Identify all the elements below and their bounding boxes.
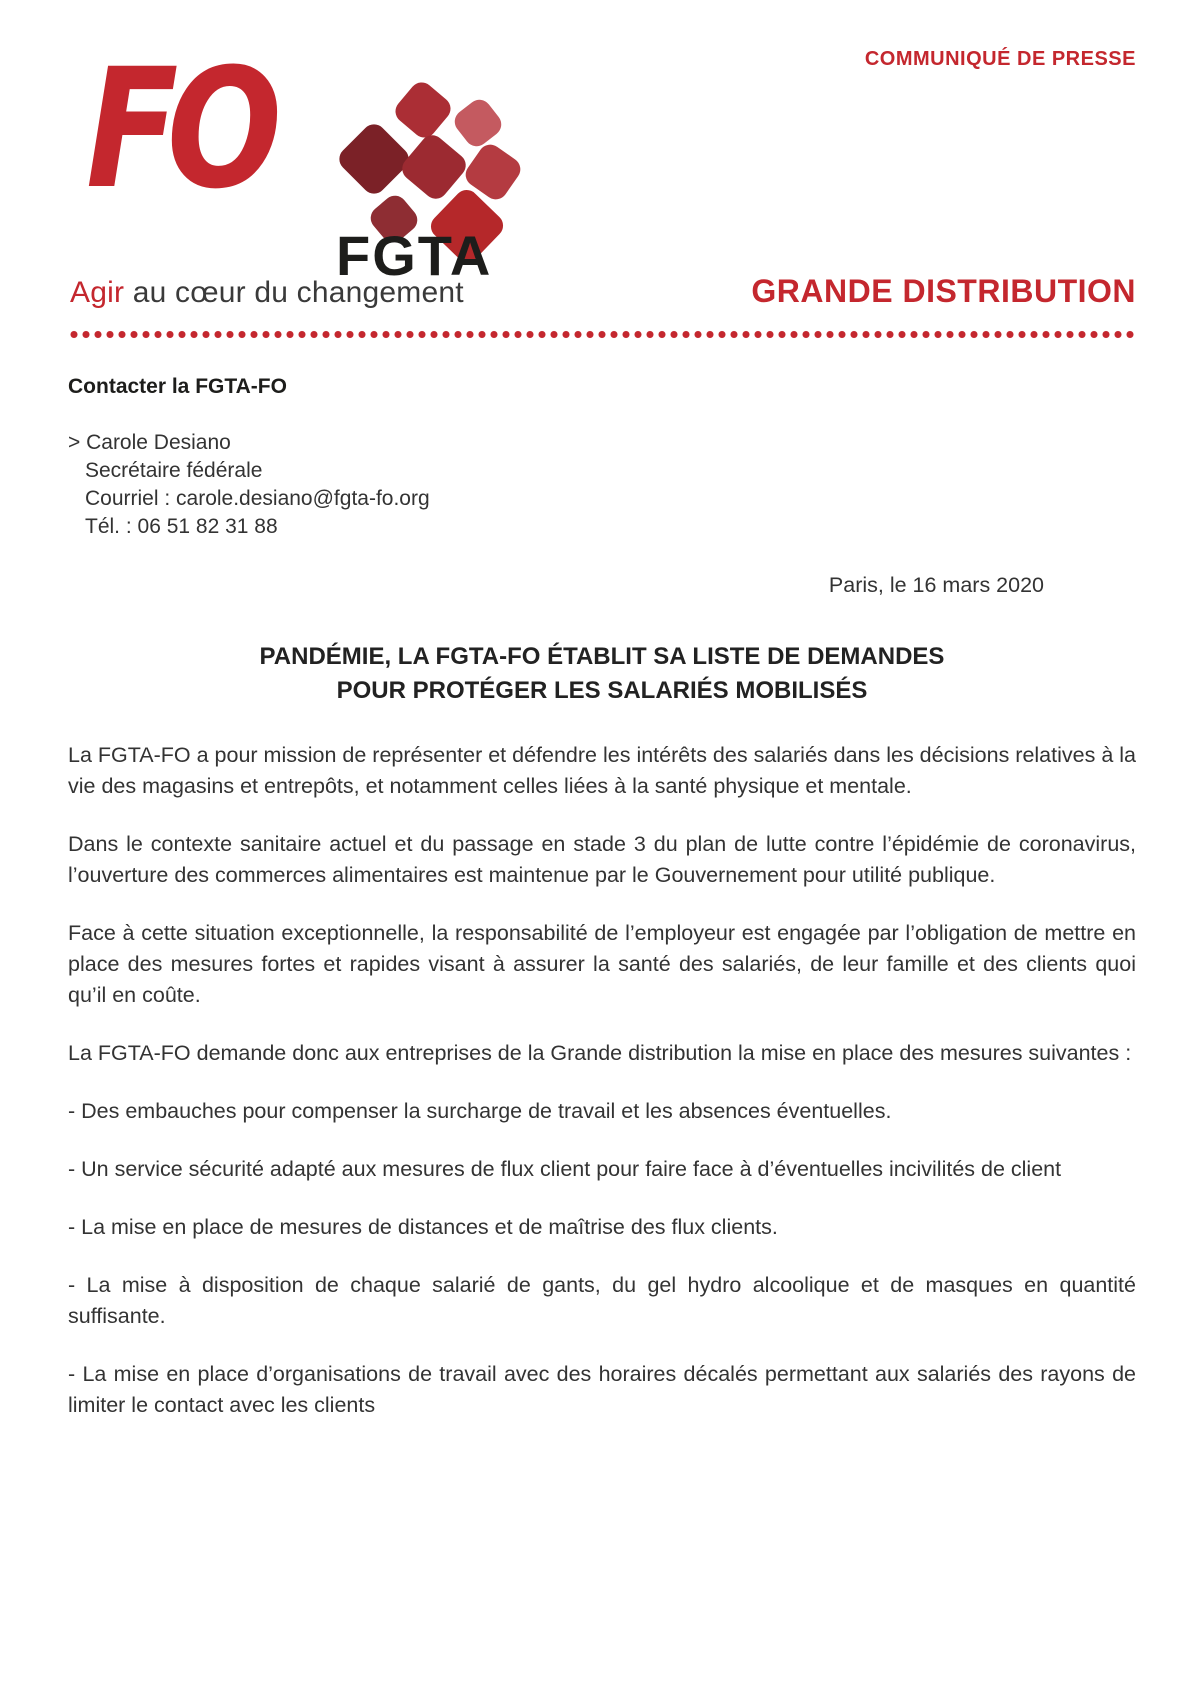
document-title (68, 640, 1136, 708)
list-item-paragraph: - La mise en place de mesures de distances et de maîtrise des flux clients. (68, 1215, 778, 1239)
list-item-paragraph: - Des embauches pour compenser la surcharge de travail et les absences éventuelles. (68, 1099, 892, 1123)
fgta-logotype: FGTA (336, 224, 493, 287)
contact-name: > Carole Desiano (68, 431, 231, 454)
list-item-paragraph: - La mise en place d’organisations de travail avec des horaires décalés permettant aux salariés des rayons de limiter le contact avec les clients (68, 1362, 1136, 1417)
tagline-accent: Agir (70, 276, 125, 309)
paragraph: Dans le contexte sanitaire actuel et du passage en stade 3 du plan de lutte contre l’épidémie de coronavirus, l’ouverture des commerces alimentaires est maintenue par le Gouvernement pour utilité publique. (68, 832, 1136, 887)
contact-heading: Contacter la FGTA-FO (68, 375, 287, 398)
document-title-line1: PANDÉMIE, LA FGTA-FO ÉTABLIT SA LISTE DE DEMANDES (259, 643, 945, 670)
document-title-line2: POUR PROTÉGER LES SALARIÉS MOBILISÉS (336, 677, 868, 704)
paragraph: La FGTA-FO a pour mission de représenter et défendre les intérêts des salariés dans les décisions relatives à la vie des magasins et entrepôts, et notamment celles liées à la santé physique et mentale. (68, 743, 1136, 798)
list-item-paragraph: - La mise à disposition de chaque salarié de gants, du gel hydro alcoolique et de masques en quantité suffisante. (68, 1273, 1136, 1328)
document-body (68, 740, 1136, 1421)
paragraph: La FGTA-FO demande donc aux entreprises de la Grande distribution la mise en place des mesures suivantes : (68, 1041, 1132, 1065)
kicker: COMMUNIQUÉ DE PRESSE (864, 48, 1136, 70)
contact-email: Courriel : carole.desiano@fgta-fo.org (85, 487, 430, 510)
contact-phone: Tél. : 06 51 82 31 88 (85, 515, 278, 538)
contact-block (68, 429, 1136, 541)
contact-role: Secrétaire fédérale (85, 459, 263, 482)
list-item-paragraph: - Un service sécurité adapté aux mesures de flux client pour faire face à d’éventuelles incivilités de client (68, 1157, 1062, 1181)
fo-logotype: FO (86, 33, 271, 225)
dateline: Paris, le 16 mars 2020 (828, 573, 1044, 597)
dotted-separator (68, 330, 1136, 339)
section-title: GRANDE DISTRIBUTION (751, 273, 1136, 309)
paragraph: Face à cette situation exceptionnelle, la responsabilité de l’employeur est engagée par l’obligation de mettre en place des mesures fortes et rapides visant à assurer la santé des salariés, de leur famille et des clients quoi qu’il en coûte. (68, 921, 1136, 1007)
tagline-rest: au cœur du changement (124, 276, 464, 309)
